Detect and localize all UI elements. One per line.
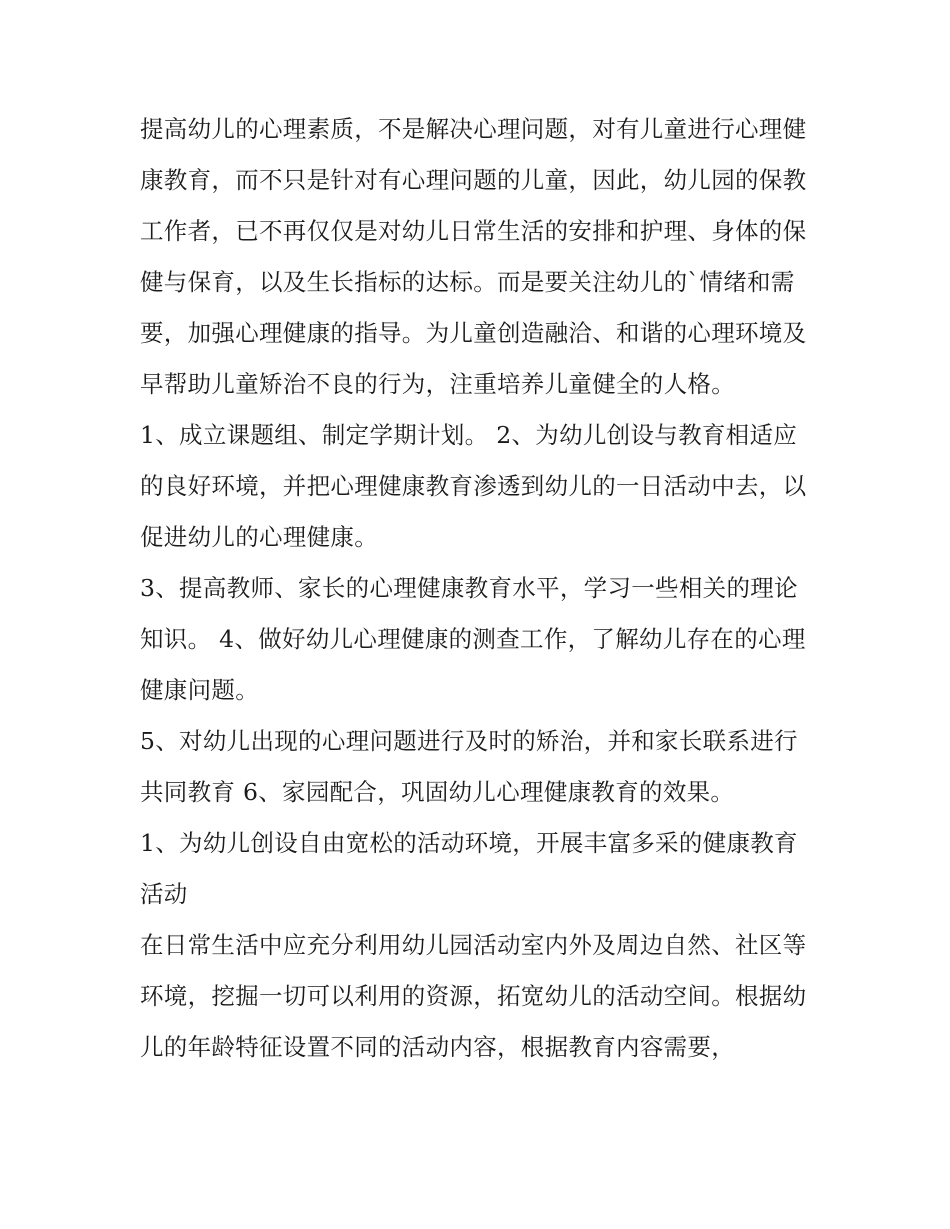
paragraph-6: 在日常生活中应充分利用幼儿园活动室内外及周边自然、社区等环境，挖掘一切可以利用的资源，拓宽幼儿的活动空间。根据幼儿的年龄特征设置不同的活动内容，根据教育内容需要， [140,931,807,1061]
paragraph-1: 提高幼儿的心理素质，不是解决心理问题，对有儿童进行心理健康教育，而不只是针对有心理问题的儿童，因此，幼儿园的保教工作者，已不再仅仅是对幼儿日常生活的安排和护理、身体的保健与保育，以及生长指标的达标。而是要关注幼儿的`情绪和需要，加强心理健康的指导。为儿童创造融洽、和谐的心理环境及早帮助儿童矫治不良的行为，注重培养儿童健全的人格。 [140,115,807,398]
document-body [140,104,820,1073]
paragraph-3: 3、提高教师、家长的心理健康教育水平，学习一些相关的理论知识。 4、做好幼儿心理健康的测查工作，了解幼儿存在的心理健康问题。 [140,574,806,704]
paragraph-4: 5、对幼儿出现的心理问题进行及时的矫治，并和家长联系进行共同教育 6、家园配合，巩固幼儿心理健康教育的效果。 [140,727,798,806]
paragraph-2: 1、成立课题组、制定学期计划。 2、为幼儿创设与教育相适应的良好环境，并把心理健康教育渗透到幼儿的一日活动中去，以促进幼儿的心理健康。 [140,421,807,551]
paragraph-5: 1、为幼儿创设自由宽松的活动环境，开展丰富多采的健康教育活动 [140,829,798,908]
